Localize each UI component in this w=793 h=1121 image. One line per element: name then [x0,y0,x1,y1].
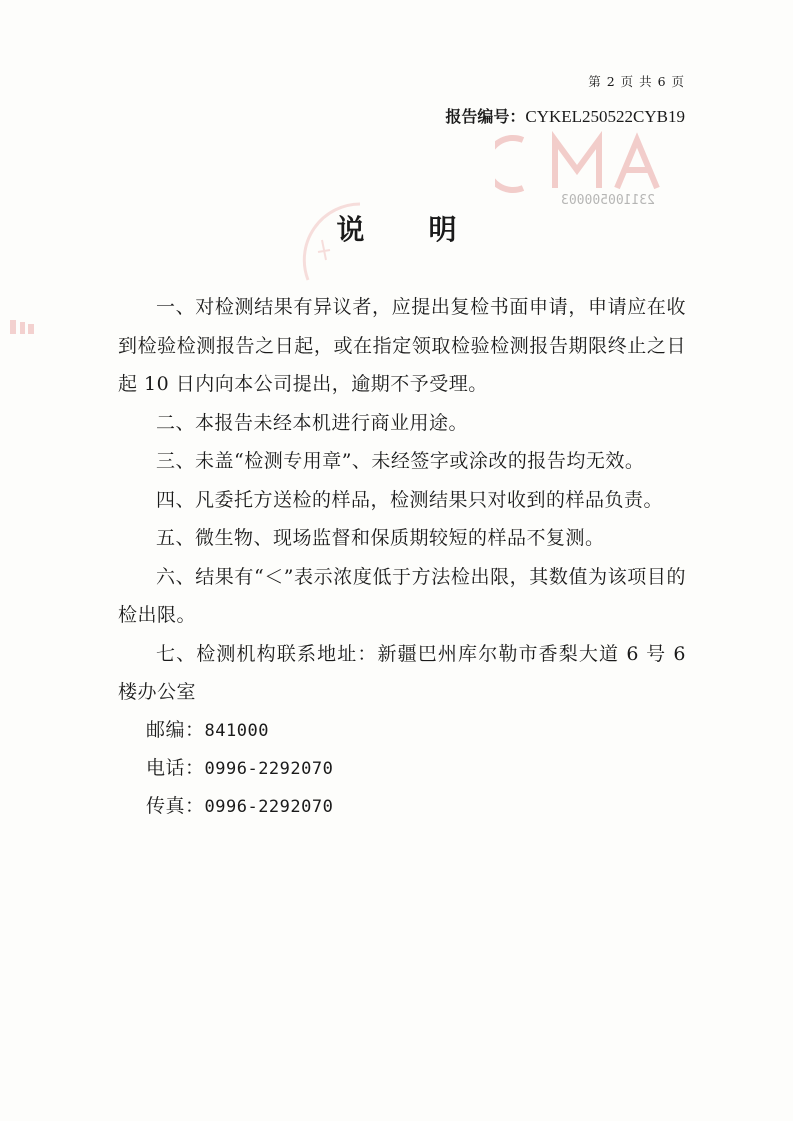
fax-label: 传真： [146,794,205,817]
fax-line [118,788,686,826]
postcode-label: 邮编： [146,718,205,741]
postcode-line [118,712,686,750]
note-item-1: 一、对检测结果有异议者，应提出复检书面申请，申请应在收到检验检测报告之日起，或在指定领取检验检测报告期限终止之日起 10 日内向本公司提出，逾期不予受理。 [118,296,686,395]
postcode-value: 841000 [204,720,269,741]
page-number: 第 2 页 共 6 页 [588,74,685,89]
phone-line [118,750,686,788]
note-item-2: 二、本报告未经本机进行商业用途。 [156,411,469,434]
phone-value: 0996-2292070 [204,758,334,779]
note-item-5: 五、微生物、现场监督和保质期较短的样品不复测。 [156,527,605,549]
note-item-6: 六、结果有“＜”表示浓度低于方法检出限，其数值为该项目的检出限。 [118,565,686,626]
notes-body [118,288,686,826]
note-item-4: 四、凡委托方送检的样品，检测结果只对收到的样品负责。 [156,488,664,511]
stamp-number: 231100500003 [561,193,655,208]
report-number-label: 报告编号： [445,107,526,126]
cma-stamp [495,130,675,210]
note-item-7: 七、检测机构联系地址：新疆巴州库尔勒市香梨大道 6 号 6 楼办公室 [118,642,686,703]
note-item-3: 三、未盖“检测专用章”、未经签字或涂改的报告均无效。 [156,450,645,472]
phone-label: 电话： [146,756,205,779]
report-number [400,104,685,127]
report-number-value: CYKEL250522CYB19 [525,107,685,126]
fax-value: 0996-2292070 [204,796,334,817]
seal-fragment [0,300,45,360]
page-title: 说明 [336,213,521,246]
